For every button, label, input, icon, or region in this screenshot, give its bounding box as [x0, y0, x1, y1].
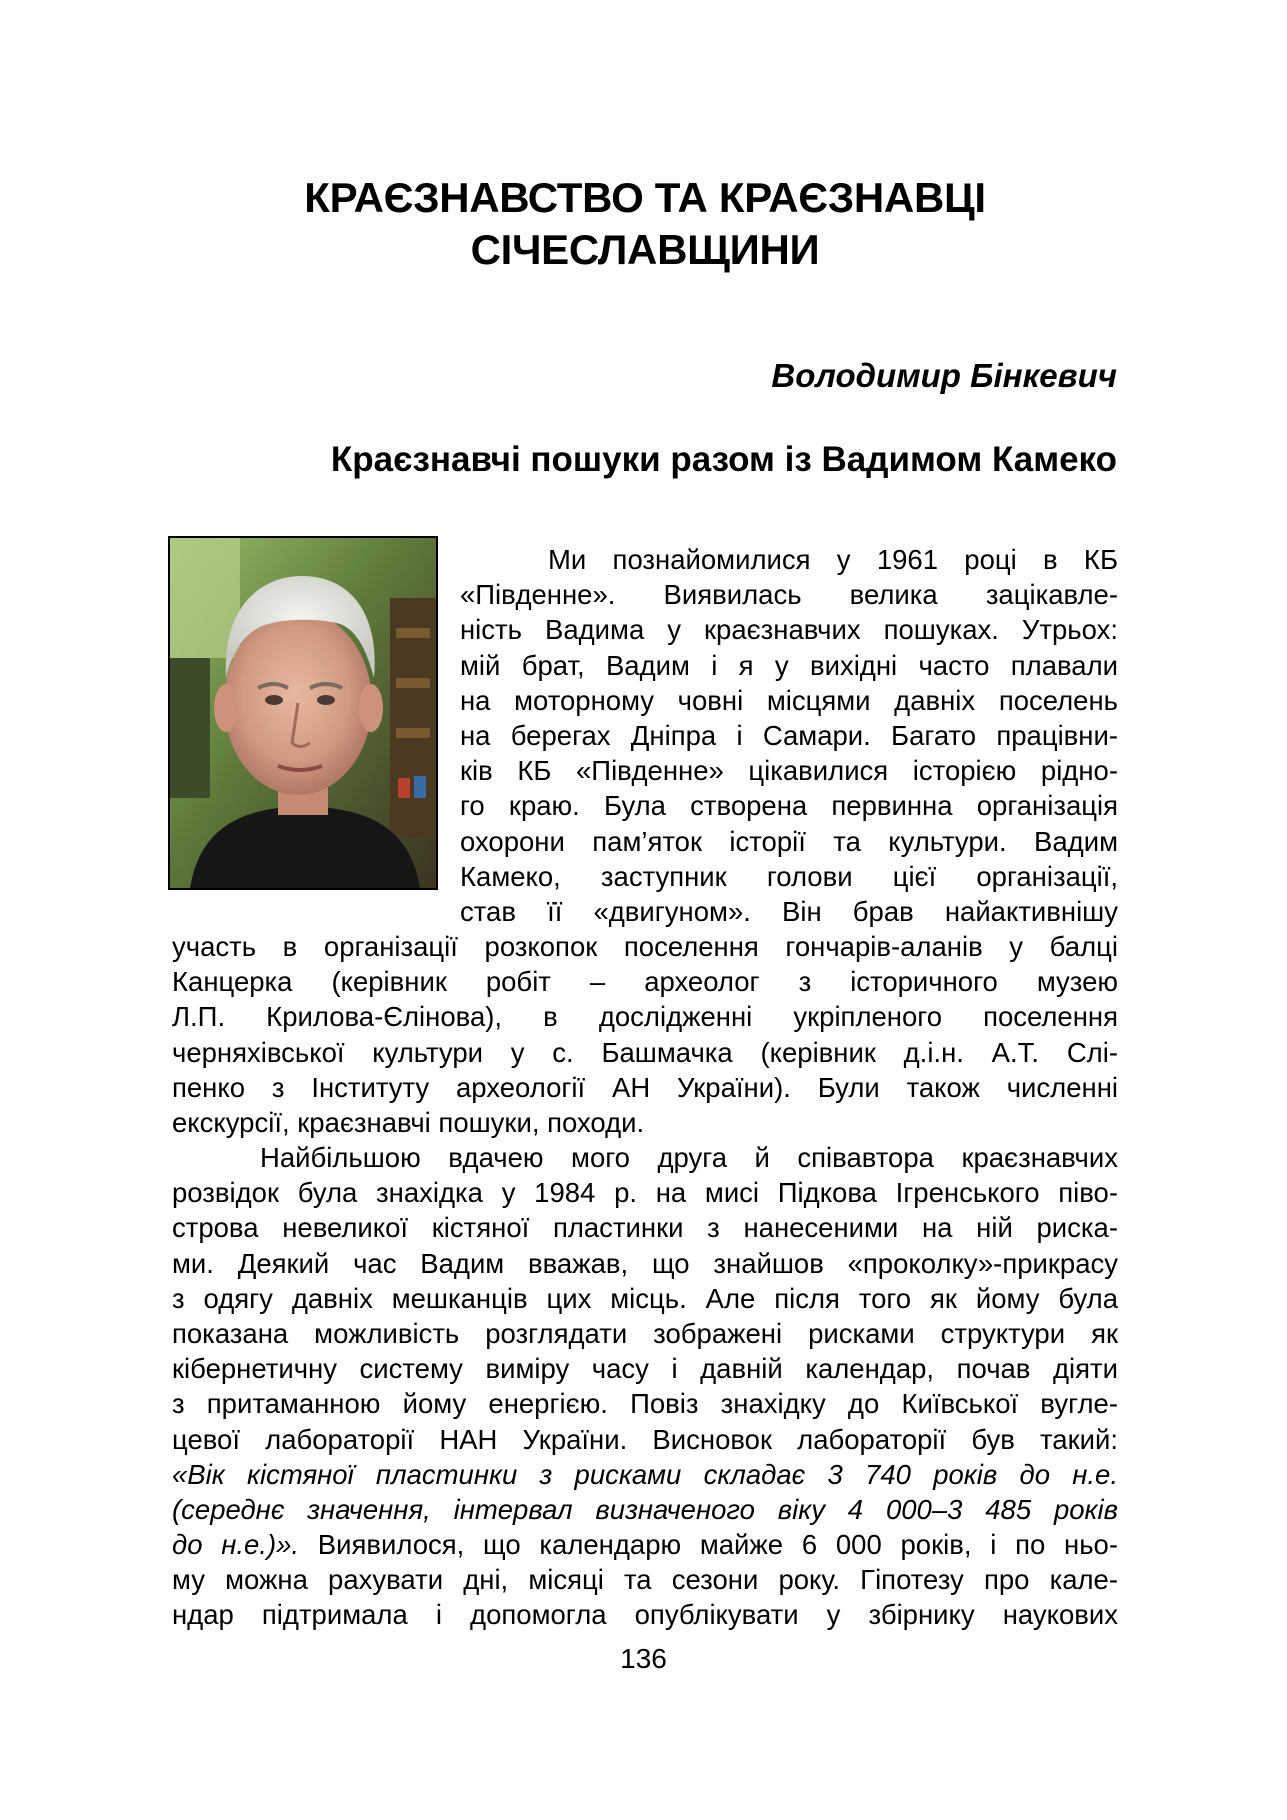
text-line: кібернетичну систему виміру часу і давній календар, почав діяти: [172, 1353, 1118, 1385]
text-line: ність Вадима у краєзнавчих пошуках. Утрьох:: [460, 614, 1118, 646]
text-line: Канцерка (керівник робіт – археолог з історичного музею: [172, 966, 1118, 998]
paragraph-1-wrap-text: [460, 542, 1118, 929]
author-portrait-photo: [168, 536, 438, 890]
text-line: Л.П. Крилова-Єлінова), в дослідженні укріпленого поселення: [172, 1001, 1118, 1033]
section-title-line-1: КРАЄЗНАВСТВО ТА КРАЄЗНАВЦІ: [304, 174, 986, 221]
text-line: ми. Деякий час Вадим вважав, що знайшов «проколку»-прикрасу: [172, 1247, 1118, 1279]
article-author: Володимир Бінкевич: [771, 357, 1117, 394]
section-title-line-2: СІЧЕСЛАВЩИНИ: [470, 226, 820, 273]
paragraph-2: [172, 1140, 1118, 1633]
text-line: екскурсії, краєзнавчі пошуки, походи.: [172, 1106, 645, 1138]
text-line: цевої лабораторії НАН України. Висновок лабораторії був такий:: [172, 1423, 1118, 1455]
text-line: пенко з Інституту археології АН України). Були також численні: [172, 1071, 1118, 1103]
text-line: Ми познайомилися у 1961 році в КБ: [548, 544, 1118, 575]
text-line: ндар підтримала і допомогла опублікувати у збірнику наукових: [172, 1599, 1118, 1631]
text-line: з притаманною йому енергією. Повіз знахідку до Київської вугле-: [172, 1388, 1118, 1420]
text-line: розвідок була знахідка у 1984 р. на мисі Підкова Ігренського піво-: [172, 1177, 1118, 1209]
text-line: охорони пам’яток історії та культури. Вадим: [460, 825, 1118, 857]
text-line: черняхівської культури у с. Башмачка (керівник д.і.н. А.Т. Слі-: [172, 1036, 1118, 1068]
text-line: строва невеликої кістяної пластинки з нанесеними на ній риска-: [172, 1212, 1118, 1244]
text-line: став її «двигуном». Він брав найактивнішу: [460, 895, 1118, 927]
text-line-mixed: [172, 1527, 1118, 1562]
text-line: мій брат, Вадим і я у вихідні часто плавали: [460, 649, 1118, 681]
paragraph-1-full-text: [172, 929, 1118, 1140]
text-line: Найбільшою вдачею мого друга й співавтора краєзнавчих: [260, 1142, 1118, 1173]
text-line: го краю. Була створена первинна організація: [460, 790, 1118, 822]
text-line: ків КБ «Південне» цікавилися історією рідно-: [460, 755, 1118, 787]
text-line: на моторному човні місцями давніх поселень: [460, 684, 1118, 716]
text-line: з одягу давніх мешканців цих місць. Але після того як йому була: [172, 1282, 1118, 1314]
page-number: 136: [620, 1643, 667, 1674]
text-line: показана можливість розглядати зображені рисками структури як: [172, 1317, 1118, 1349]
quote-end: до н.е.)».: [172, 1529, 300, 1561]
article-title: Краєзнавчі пошуки разом із Вадимом Камеко: [330, 440, 1117, 479]
text-line: «Південне». Виявилась велика зацікавле-: [460, 579, 1118, 611]
text-line-rest: Виявилося, що календарю майже 6 000 років, і по ньо-: [299, 1529, 1118, 1561]
section-title: [170, 172, 1120, 276]
text-line: участь в організації розкопок поселення гончарів-аланів у балці: [172, 931, 1118, 962]
text-line: му можна рахувати дні, місяці та сезони року. Гіпотезу про кале-: [172, 1564, 1118, 1596]
text-line: на берегах Дніпра і Самари. Багато працівни-: [460, 719, 1118, 751]
text-line: Камеко, заступник голови цієї організації,: [460, 860, 1118, 892]
quote-line: (середнє значення, інтервал визначеного віку 4 000–3 485 років: [172, 1493, 1118, 1525]
quote-line: «Вік кістяної пластинки з рисками складає 3 740 років до н.е.: [172, 1458, 1118, 1490]
